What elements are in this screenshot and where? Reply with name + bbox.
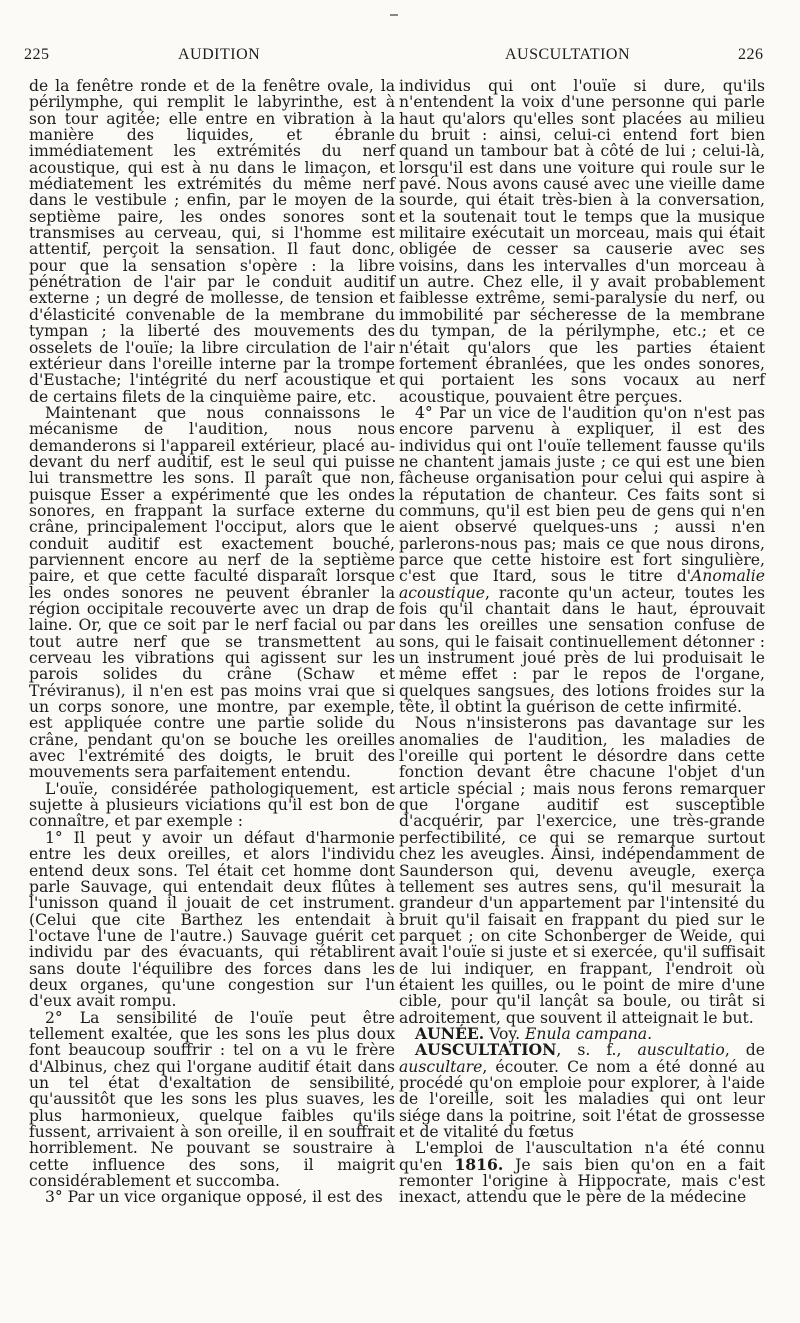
italic-term: Anomalie acoustique <box>399 567 765 602</box>
paragraph: de la fenêtre ronde et de la fenêtre ovale, la périlymphe, qui remplit le labyrinthe, est à son tour agitée; elle entre en vibration à la manière des liquides, et ébranle immédiatement les extrémités du nerf acoustique, qui est à nu dans le limaçon, et médiatement les extrémités du même nerf dans le vestibule ; enfin, par le moyen de la septième paire, les ondes sonores sont transmises au cerveau, qui, si l'homme est attentif, perçoit la sensation. Il faut donc, pour que la sensation s'opère : la libre pénétration de l'air par le conduit auditif externe ; un degré de mollesse, de tension et d'élasticité convenable de la membrane du tympan ; la liberté des mouvements des osselets de l'ouïe; la libre circulation de l'air extérieur dans l'oreille interne par la trompe d'Eustache; l'intégrité du nerf acoustique et de certains filets de la cinquième paire, etc. <box>29 77 395 406</box>
cross-ref-target: Enula campana. <box>525 1024 653 1043</box>
left-running-title: AUDITION <box>178 46 261 63</box>
paragraph: 1° Il peut y avoir un défaut d'harmonie entre les deux oreilles, et alors l'individu entend deux sons. Tel était cet homme dont parle Sauvage, qui entendait deux flûtes à l'unisson quand il jouait de cet instrument. (Celui que cite Barthez les entendait à l'octave l'une de l'autre.) Sauvage guérit cet individu par des évacuants, qui rétablirent sans doute l'équilibre des forces dans les deux organes, qu'une congestion sur l'un d'eux avait rompu. <box>29 828 395 1011</box>
entry-headword: AUNÉE. <box>415 1023 485 1043</box>
left-page-number: 225 <box>24 46 50 63</box>
right-running-title: AUSCULTATION <box>505 46 631 63</box>
paragraph-text: L'emploi de l'auscultation n'a été connu qu'en <box>399 1139 765 1174</box>
paragraph <box>399 405 765 716</box>
year: 1816. <box>454 1154 504 1174</box>
paragraph <box>399 1140 765 1205</box>
paragraph-text: , de <box>724 1041 765 1060</box>
entry-auscultation <box>399 1042 765 1140</box>
running-header <box>0 46 800 70</box>
paragraph: Maintenant que nous connaissons le mécanisme de l'audition, nous nous demanderons si l'appareil extérieur, placé au-devant du nerf auditif, est le seul qui puisse lui transmettre les sons. Il paraît que non, puisque Esser a expérimenté que les ondes sonores, en frappant la surface externe du crâne, principalement l'occiput, alors que le conduit auditif est exactement bouché, parviennent encore au nerf de la septième paire, et que cette faculté disparaît lorsque les ondes sonores ne peuvent ébranler la région occipitale recouverte avec un drap de laine. Or, que ce soit par le nerf facial ou par tout autre nerf que se transmettent au cerveau les vibrations qui agissent sur les parois solides du crâne (Schaw et Tréviranus), il n'en est pas moins vrai que si un corps sonore, une montre, par exemple, est appliquée contre une partie solide du crâne, pendant qu'on se bouche les oreilles avec l'extrémité des doigts, le bruit des mouvements sera parfaitement entendu. <box>29 403 395 782</box>
paragraph: 2° La sensibilité de l'ouïe peut être tellement exaltée, que les sons les plus doux font beaucoup souffrir : tel on a vu le frère d'Albinus, chez qui l'organe auditif était dans un tel état d'exaltation de sensibilité, qu'aussitôt que les sons les plus suaves, les plus harmonieux, quelque faibles qu'ils fussent, arrivaient à son oreille, il en souffrait horriblement. Ne pouvant se soustraire à cette influence des sons, il maigrit considérablement et succomba. <box>29 1008 395 1191</box>
paragraph-text: 4° Par un vice de l'audition qu'on n'est pas encore parvenu à expliquer, il est des individus qui ont l'ouïe tellement fausse qu'ils ne chantent jamais juste ; ce qui est une bien fâcheuse organisation pour celui qui aspire à la réputation de chanteur. Ces faits sont si communs, qu'il est bien peu de gens qui n'en aient observé quelques-uns ; aussi n'en parlerons-nous pas; mais ce que nous dirons, parce que cette histoire est fort singulière, c'est que Itard, sous le titre d' <box>399 403 765 586</box>
paragraph: L'ouïe, considérée pathologiquement, est sujette à plusieurs viciations qu'il est bon de connaître, et par exemple : <box>29 779 395 831</box>
paragraph: Nous n'insisterons pas davantage sur les anomalies de l'audition, les maladies de l'oreille qui portent le désordre dans cette fonction devant être chacune l'objet d'un article spécial ; mais nous ferons remarquer que l'organe auditif est susceptible d'acquérir, par l'exercice, une très-grande perfectibilité, ce qui se remarque surtout chez les aveugles. Ainsi, indépendamment de Saunderson qui, devenu aveugle, exerça tellement ses autres sens, qu'il mesurait la grandeur d'un appartement par l'intensité du bruit qu'il faisait en frappant du pied sur le parquet ; on cite Schonberger de Weide, qui avait l'ouïe si juste et si exercée, qu'il suffisait de lui indiquer, en frappant, l'endroit où étaient les quilles, ou le point de mire d'une cible, pour qu'il lançât sa boule, ou tirât si adroitement, que souvent il atteignait le but. <box>399 714 765 1027</box>
right-page-number: 226 <box>738 46 764 63</box>
cross-ref-label: Voy. <box>489 1024 521 1043</box>
latin-verb: auscultare <box>399 1057 483 1076</box>
latin-term: auscultatio <box>637 1041 725 1060</box>
left-column <box>29 78 395 1206</box>
paragraph-text: , raconte qu'un acteur, toutes les fois qu'il chantait dans le haut, éprouvait dans les oreilles une sensation confuse de sons, qui le faisait continuellement détonner : un instrument joué près de lui produisait le même effet : par le repos de l'organe, quelques sangsues, des lotions froides sur la tête, il obtint la guérison de cette infirmité. <box>399 583 765 717</box>
paragraph: individus qui ont l'ouïe si dure, qu'ils n'entendent la voix d'une personne qui parle haut qu'alors qu'elles sont placées au milieu du bruit : ainsi, celui-ci entend fort bien quand un tambour bat à côté de lui ; celui-là, lorsqu'il est dans une voiture qui roule sur le pavé. Nous avons causé avec une vieille dame sourde, qui était très-bien à la conversation, et la soutenait tout le temps que la musique militaire exécutait un morceau, mais qui était obligée de cesser sa causerie avec ses voisins, dans les intervalles d'un morceau à un autre. Chez elle, il y avait probablement faiblesse extrême, semi-paralysie du nerf, ou immobilité par sécheresse de la membrane du tympan, de la périlymphe, etc.; et ce n'était qu'alors que les parties étaient fortement ébranlées, que les ondes sonores, qui portaient les sons vocaux au nerf acoustique, pouvaient être perçues. <box>399 77 765 406</box>
grammar-label: , s. f., <box>556 1041 622 1060</box>
page-mark <box>390 14 398 16</box>
entry-headword: AUSCULTATION <box>415 1040 557 1060</box>
paragraph-text: Je sais bien qu'on en a fait remonter l'origine à Hippocrate, mais c'est inexact, attendu que le père de la médecine <box>399 1155 765 1207</box>
right-column <box>399 78 765 1206</box>
paragraph: 3° Par un vice organique opposé, il est des <box>45 1188 383 1207</box>
definition-text: , écouter. Ce nom a été donné au procédé qu'on emploie pour explorer, à l'aide de l'oreille, soit les maladies qui ont leur siége dans la poitrine, soit l'état de grossesse et de vitalité du fœtus <box>399 1057 765 1141</box>
